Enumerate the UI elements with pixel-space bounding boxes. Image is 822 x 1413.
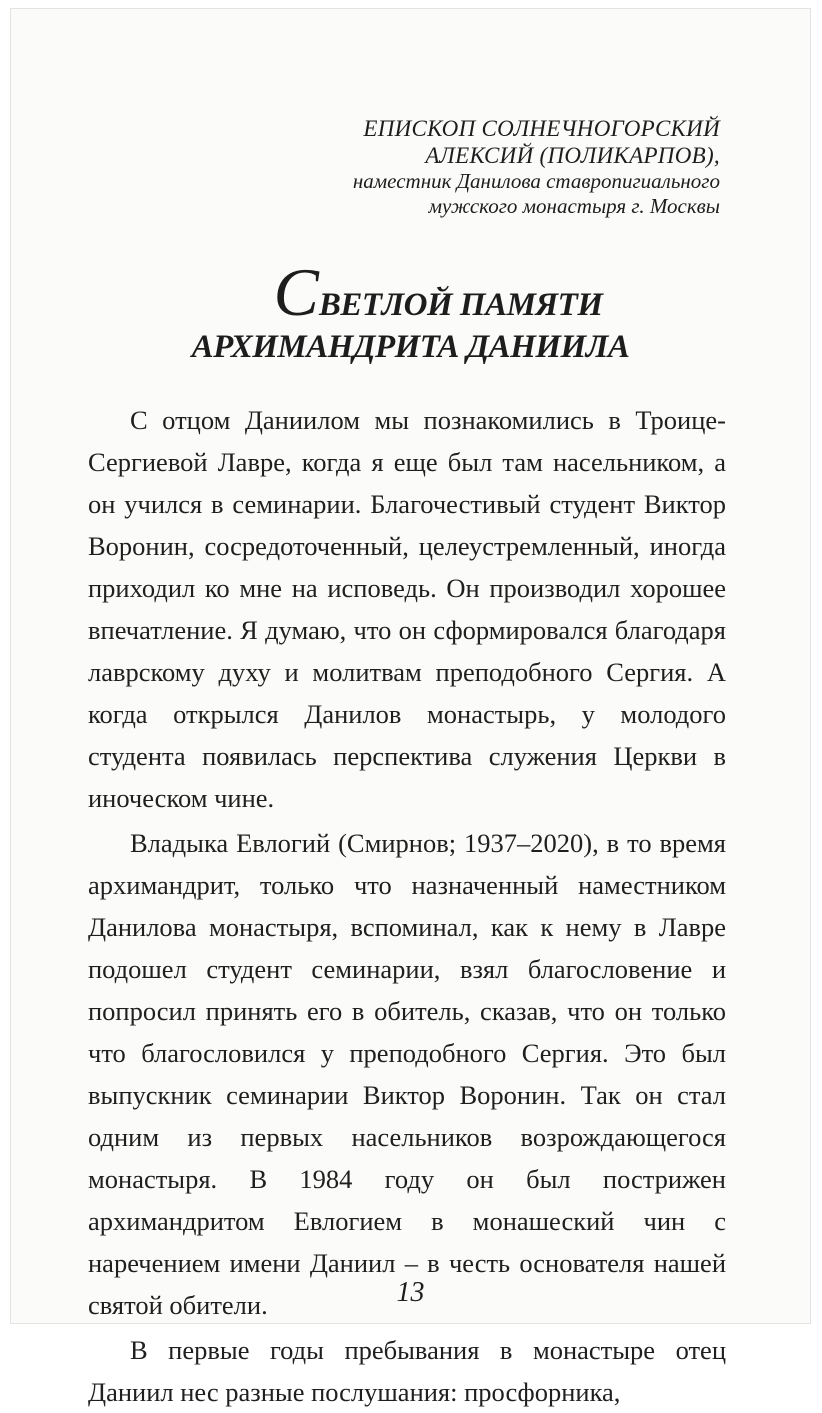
author-name-line-1: ЕПИСКОП СОЛНЕЧНОГОРСКИЙ [363,116,720,141]
chapter-title-line-1 [11,254,810,330]
paragraph-3: В первые годы пребывания в монастыре отец Даниил нес разные послушания: просфорника, [88,1335,726,1407]
paragraph-1: С отцом Даниилом мы познакомились в Троице-Сергиевой Лавре, когда я еще был там насельником, а он учился в семинарии. Благочестивый студент Виктор Воронин, сосредоточенный, целеустремленный, иногда приходил ко мне на исповедь. Он производил хорошее впечатление. Я думаю, что он сформировался благодаря лаврскому духу и молитвам преподобного Сергия. А когда открылся Данилов монастырь, у молодого студента появилась перспектива служения Церкви в иноческом чине. [88,405,726,813]
chapter-title-line-2: АРХИМАНДРИТА ДАНИИЛА [191,329,630,365]
book-page [10,8,811,1407]
title-dropcap: С [273,254,319,330]
author-role-line-2: мужского монастыря г. Москвы [428,194,720,218]
paragraph-2: Владыка Евлогий (Смирнов; 1937–2020), в то время архимандрит, только что назначенный наместником Данилова монастыря, вспоминал, как к нему в Лавре подошел студент семинарии, взял благословение и попросил принять его в обитель, сказав, что он только что благословился у преподобного Сергия. Это был выпускник семинарии Виктор Воронин. Так он стал одним из первых насельников возрождающегося монастыря. В 1984 году он был пострижен архимандритом Евлогием в монашеский чин с наречением имени Даниил – в честь основателя нашей святой обители. [88,828,726,1320]
author-block [200,115,720,219]
page-number: 13 [396,1277,425,1308]
author-name-line-2: АЛЕКСИЙ (ПОЛИКАРПОВ), [425,143,720,168]
body-text [88,399,726,1413]
title-line-1-rest: ВЕТЛОЙ ПАМЯТИ [318,287,603,323]
chapter-title [11,254,810,369]
author-role-line-1: наместник Данилова ставропигиального [352,169,720,193]
